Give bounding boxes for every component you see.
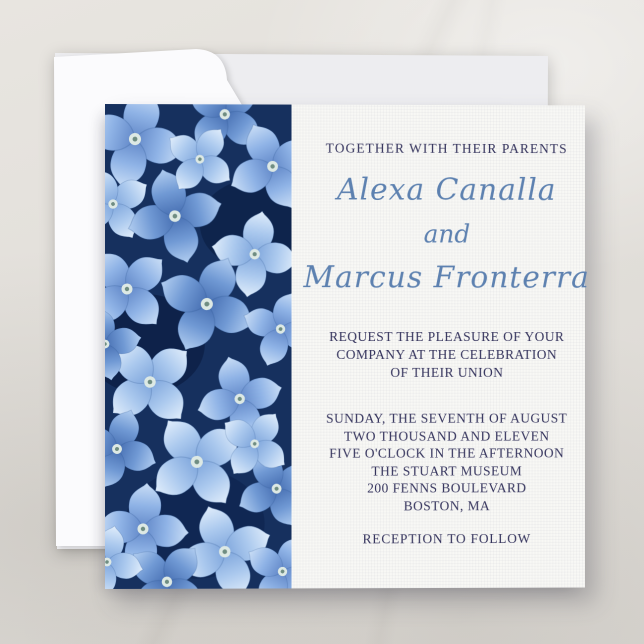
invitation-card xyxy=(105,104,590,589)
names-conjunction: and xyxy=(423,219,471,249)
request-line: OF THEIR UNION xyxy=(390,364,504,380)
request-line: REQUEST THE PLEASURE OF YOUR xyxy=(329,329,565,345)
reception-line: RECEPTION TO FOLLOW xyxy=(362,531,532,547)
venue-city-line: BOSTON, MA xyxy=(403,497,491,513)
request-block xyxy=(303,328,589,382)
intro-line: TOGETHER WITH THEIR PARENTS xyxy=(325,140,568,157)
event-details-block xyxy=(303,410,589,515)
invitation-text-panel xyxy=(292,105,602,589)
bride-name: Alexa Canalla xyxy=(336,172,557,208)
event-date-line: SUNDAY, THE SEVENTH OF AUGUST xyxy=(326,410,568,426)
venue-name-line: THE STUART MUSEUM xyxy=(371,462,523,479)
hydrangea-photo xyxy=(105,104,292,589)
couple-names xyxy=(303,168,589,300)
request-line: COMPANY AT THE CELEBRATION xyxy=(336,346,558,362)
event-time-line: FIVE O'CLOCK IN THE AFTERNOON xyxy=(329,445,565,461)
event-year-line: TWO THOUSAND AND ELEVEN xyxy=(343,428,550,444)
groom-name: Marcus Fronterra xyxy=(303,260,590,296)
venue-address-line: 200 FENNS BOULEVARD xyxy=(367,480,527,496)
